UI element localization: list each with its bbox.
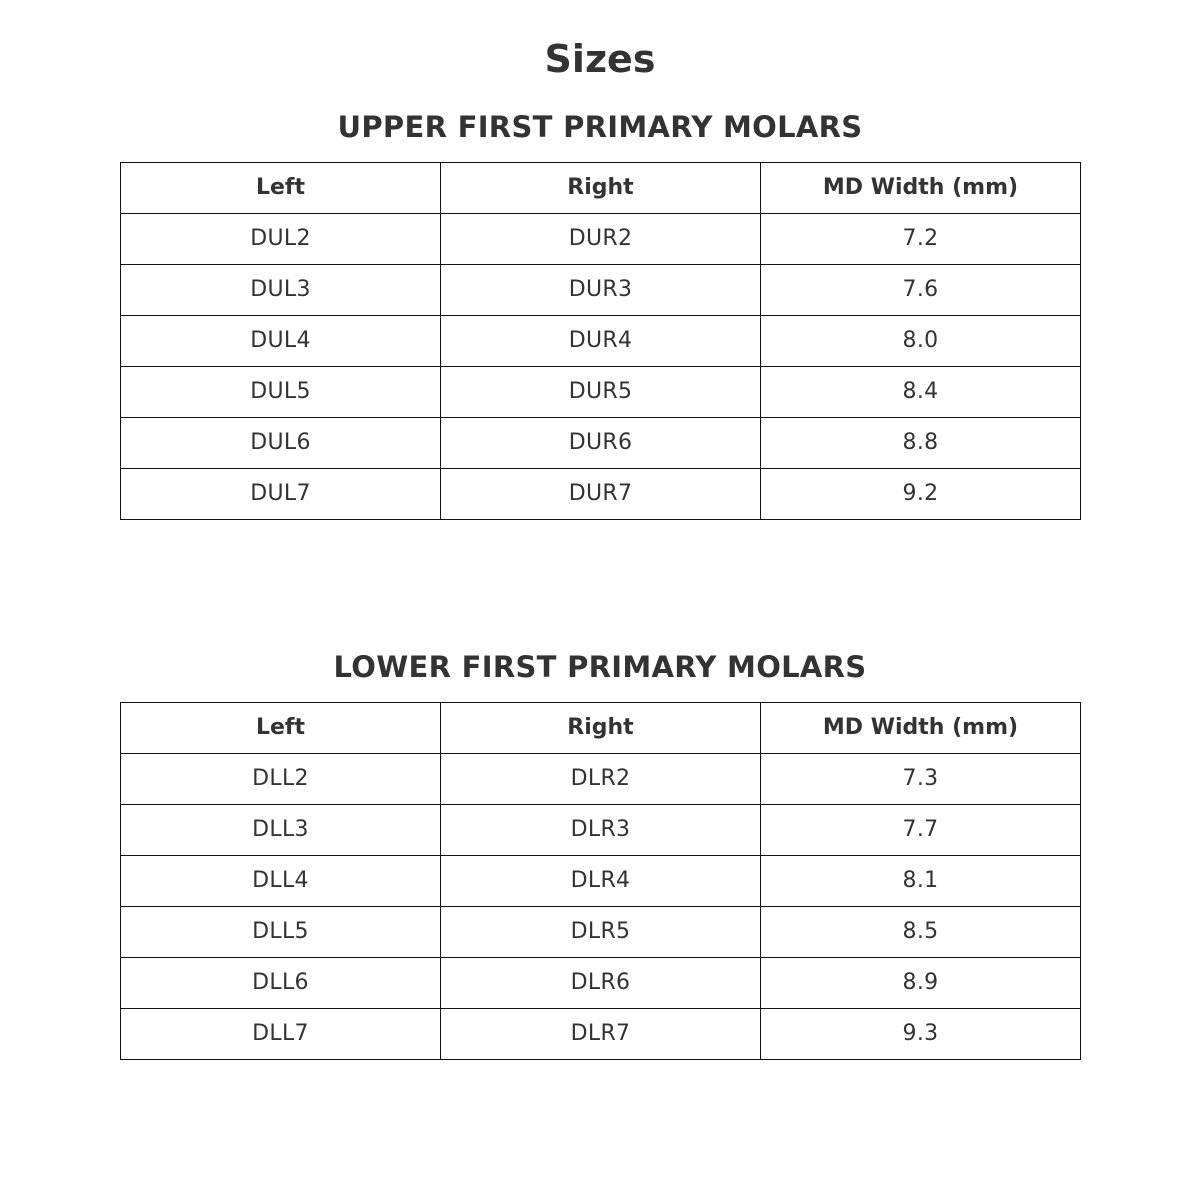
table-row <box>121 754 1081 805</box>
table-row <box>121 805 1081 856</box>
column-header-right: Right <box>441 703 761 754</box>
cell-left: DUL7 <box>121 469 441 520</box>
table-row <box>121 265 1081 316</box>
cell-md-width: 7.7 <box>761 805 1081 856</box>
column-header-right: Right <box>441 163 761 214</box>
cell-left: DLL4 <box>121 856 441 907</box>
lower-sizes-table <box>120 702 1081 1060</box>
cell-md-width: 8.0 <box>761 316 1081 367</box>
cell-left: DUL3 <box>121 265 441 316</box>
table-row <box>121 214 1081 265</box>
cell-right: DUR6 <box>441 418 761 469</box>
upper-section-title: UPPER FIRST PRIMARY MOLARS <box>337 110 863 144</box>
column-header-md-width: MD Width (mm) <box>761 703 1081 754</box>
cell-md-width: 7.2 <box>761 214 1081 265</box>
cell-md-width: 8.5 <box>761 907 1081 958</box>
cell-left: DLL7 <box>121 1009 441 1060</box>
cell-right: DUR2 <box>441 214 761 265</box>
cell-left: DLL3 <box>121 805 441 856</box>
table-row <box>121 316 1081 367</box>
cell-right: DUR5 <box>441 367 761 418</box>
cell-md-width: 9.2 <box>761 469 1081 520</box>
table-row <box>121 418 1081 469</box>
cell-right: DLR7 <box>441 1009 761 1060</box>
cell-right: DUR4 <box>441 316 761 367</box>
cell-md-width: 7.3 <box>761 754 1081 805</box>
lower-section-title: LOWER FIRST PRIMARY MOLARS <box>333 650 867 684</box>
table-header-row <box>121 163 1081 214</box>
table-row <box>121 907 1081 958</box>
cell-right: DLR6 <box>441 958 761 1009</box>
cell-left: DUL2 <box>121 214 441 265</box>
column-header-md-width: MD Width (mm) <box>761 163 1081 214</box>
cell-md-width: 8.4 <box>761 367 1081 418</box>
cell-md-width: 8.9 <box>761 958 1081 1009</box>
cell-right: DLR3 <box>441 805 761 856</box>
table-row <box>121 367 1081 418</box>
cell-left: DLL5 <box>121 907 441 958</box>
cell-left: DUL6 <box>121 418 441 469</box>
cell-left: DLL6 <box>121 958 441 1009</box>
cell-right: DUR3 <box>441 265 761 316</box>
upper-sizes-table <box>120 162 1081 520</box>
cell-md-width: 7.6 <box>761 265 1081 316</box>
cell-md-width: 8.1 <box>761 856 1081 907</box>
column-header-left: Left <box>121 163 441 214</box>
table-header-row <box>121 703 1081 754</box>
cell-right: DLR4 <box>441 856 761 907</box>
cell-right: DLR2 <box>441 754 761 805</box>
cell-left: DUL5 <box>121 367 441 418</box>
table-row <box>121 1009 1081 1060</box>
cell-right: DUR7 <box>441 469 761 520</box>
table-row <box>121 856 1081 907</box>
cell-md-width: 9.3 <box>761 1009 1081 1060</box>
column-header-left: Left <box>121 703 441 754</box>
cell-right: DLR5 <box>441 907 761 958</box>
cell-left: DUL4 <box>121 316 441 367</box>
table-row <box>121 958 1081 1009</box>
table-row <box>121 469 1081 520</box>
page-title: Sizes <box>544 37 656 81</box>
cell-left: DLL2 <box>121 754 441 805</box>
cell-md-width: 8.8 <box>761 418 1081 469</box>
